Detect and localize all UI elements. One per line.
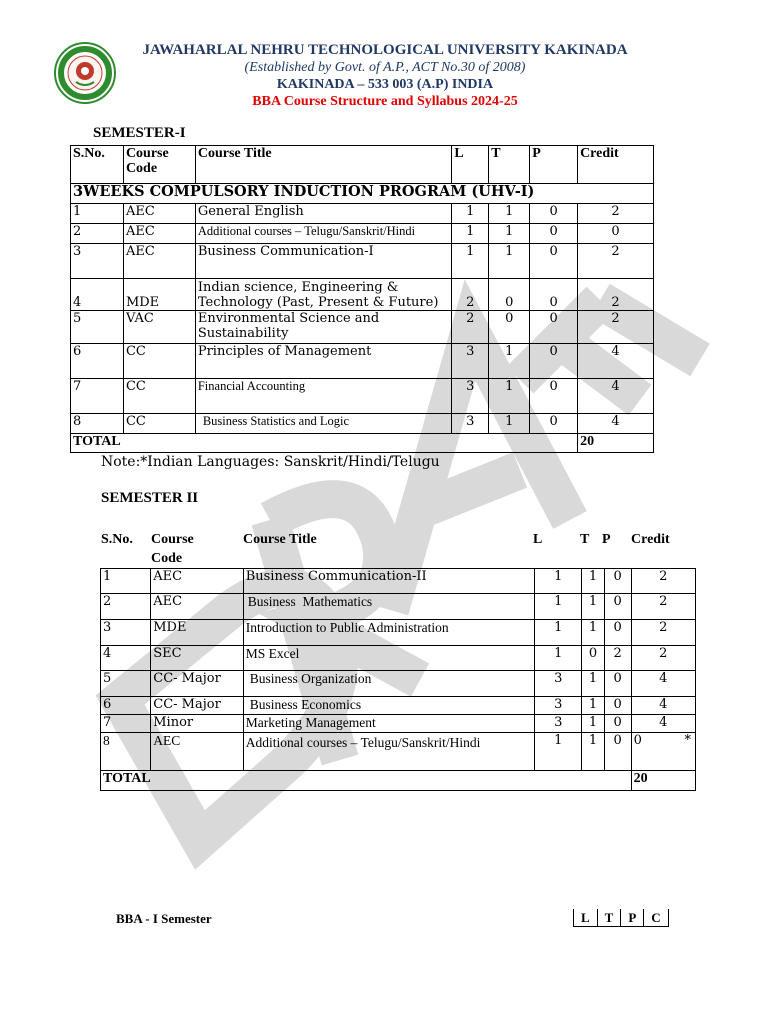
row-sno: 2 — [71, 224, 124, 244]
semester2-table — [100, 568, 696, 791]
row-sno: 8 — [101, 733, 151, 771]
semester2-title: SEMESTER II — [101, 490, 199, 506]
header-l: L — [452, 146, 489, 184]
row-sno: 4 — [101, 646, 151, 671]
row-t: 1 — [489, 414, 530, 434]
row-t: 1 — [489, 379, 530, 414]
row-credit: 4 — [578, 344, 654, 379]
table-row — [101, 620, 696, 646]
row-sno: 5 — [101, 671, 151, 697]
row-title: General English — [195, 204, 452, 224]
row-p: 0 — [530, 311, 578, 344]
row-l: 1 — [452, 224, 489, 244]
row-t: 1 — [489, 244, 530, 279]
induction-row — [71, 184, 654, 204]
row-t: 1 — [582, 733, 604, 771]
row-t: 1 — [582, 671, 604, 697]
row-code: CC- Major — [151, 697, 243, 715]
total-row — [101, 771, 696, 791]
row-credit: 2 — [578, 204, 654, 224]
row-sno: 6 — [71, 344, 124, 379]
row-credit: 4 — [631, 697, 695, 715]
table-row — [71, 244, 654, 279]
header-t: T — [580, 532, 590, 547]
semester-footer-label: BBA - I Semester — [116, 911, 212, 926]
row-code: CC — [123, 379, 195, 414]
header-course-code: Course Code — [123, 146, 195, 184]
row-code: Minor — [151, 715, 243, 733]
row-l: 1 — [452, 204, 489, 224]
row-title: Indian science, Engineering & Technology (Past, Present & Future) — [195, 279, 452, 311]
row-l: 1 — [535, 620, 582, 646]
row-credit: 0 — [578, 224, 654, 244]
total-label: TOTAL — [101, 771, 632, 791]
university-location: KAKINADA – 533 003 (A.P) INDIA — [276, 77, 494, 92]
row-t: 1 — [582, 620, 604, 646]
ltpc-box — [573, 909, 669, 927]
row-code: AEC — [151, 569, 243, 594]
credit-footnote-mark: * — [684, 733, 691, 748]
row-l: 1 — [535, 733, 582, 771]
row-title: Additional courses – Telugu/Sanskrit/Hindi — [195, 224, 452, 244]
row-t: 1 — [582, 715, 604, 733]
row-credit: 2 — [578, 279, 654, 311]
total-row — [71, 434, 654, 453]
row-p: 0 — [604, 620, 631, 646]
header-p: P — [530, 146, 578, 184]
row-code: AEC — [151, 594, 243, 620]
row-credit-cell — [631, 733, 695, 771]
table-row — [71, 204, 654, 224]
semester1-title: SEMESTER-I — [93, 125, 186, 141]
total-credit: 20 — [631, 771, 695, 791]
row-l: 2 — [452, 279, 489, 311]
row-p: 0 — [604, 733, 631, 771]
row-sno: 7 — [71, 379, 124, 414]
header-p: P — [602, 532, 611, 547]
ltpc-l: L — [574, 909, 598, 927]
row-code: AEC — [151, 733, 243, 771]
row-p: 0 — [530, 204, 578, 224]
table-row — [71, 344, 654, 379]
row-code: CC — [123, 344, 195, 379]
header-credit: Credit — [631, 532, 670, 547]
row-title: Introduction to Public Administration — [243, 620, 534, 646]
table-row — [71, 414, 654, 434]
table-row — [101, 733, 696, 771]
table-row — [71, 379, 654, 414]
row-credit: 2 — [578, 244, 654, 279]
row-t: 1 — [489, 224, 530, 244]
header-t: T — [489, 146, 530, 184]
row-l: 3 — [452, 379, 489, 414]
row-credit: 4 — [631, 715, 695, 733]
row-code: CC — [123, 414, 195, 434]
row-title: Business Mathematics — [243, 594, 534, 620]
row-p: 0 — [530, 344, 578, 379]
table-row — [71, 311, 654, 344]
row-title: Business Communication-I — [195, 244, 452, 279]
row-title: Financial Accounting — [195, 379, 452, 414]
row-p: 0 — [530, 224, 578, 244]
row-credit: 4 — [578, 379, 654, 414]
row-title: Business Economics — [243, 697, 534, 715]
total-label: TOTAL — [71, 434, 578, 453]
row-title: Business Statistics and Logic — [195, 414, 452, 434]
row-l: 1 — [535, 569, 582, 594]
ltpc-t: T — [597, 909, 621, 927]
row-title: Marketing Management — [243, 715, 534, 733]
row-p: 0 — [604, 671, 631, 697]
row-credit: 2 — [631, 646, 695, 671]
row-t: 1 — [489, 344, 530, 379]
row-title: MS Excel — [243, 646, 534, 671]
header-l: L — [533, 532, 543, 547]
row-p: 0 — [604, 569, 631, 594]
header-sno: S.No. — [71, 146, 124, 184]
row-credit: 0 — [633, 733, 642, 748]
ltpc-p: P — [621, 909, 644, 927]
row-p: 0 — [604, 594, 631, 620]
row-code: MDE — [151, 620, 243, 646]
row-l: 3 — [535, 671, 582, 697]
row-p: 0 — [530, 279, 578, 311]
table-row — [101, 646, 696, 671]
row-code: CC- Major — [151, 671, 243, 697]
row-l: 3 — [452, 344, 489, 379]
row-code: AEC — [123, 244, 195, 279]
row-code: AEC — [123, 204, 195, 224]
row-title: Principles of Management — [195, 344, 452, 379]
row-l: 3 — [535, 715, 582, 733]
ltpc-c: C — [644, 909, 668, 927]
row-t: 1 — [489, 204, 530, 224]
language-note: Note:*Indian Languages: Sanskrit/Hindi/Telugu — [101, 454, 440, 470]
row-l: 1 — [452, 244, 489, 279]
row-t: 0 — [489, 311, 530, 344]
row-sno: 4 — [71, 279, 124, 311]
row-t: 1 — [582, 594, 604, 620]
row-p: 0 — [530, 414, 578, 434]
row-l: 3 — [452, 414, 489, 434]
row-p: 2 — [604, 646, 631, 671]
row-t: 1 — [582, 569, 604, 594]
row-credit: 2 — [631, 569, 695, 594]
row-code: VAC — [123, 311, 195, 344]
university-seal-logo — [54, 42, 116, 104]
row-title: Business Communication-II — [243, 569, 534, 594]
row-code: SEC — [151, 646, 243, 671]
row-sno: 1 — [71, 204, 124, 224]
row-sno: 6 — [101, 697, 151, 715]
header-sno: S.No. — [101, 532, 133, 547]
table-row — [71, 224, 654, 244]
row-p: 0 — [604, 715, 631, 733]
table-row — [71, 279, 654, 311]
row-t: 1 — [582, 697, 604, 715]
row-credit: 2 — [631, 620, 695, 646]
total-credit: 20 — [578, 434, 654, 453]
induction-program: 3WEEKS COMPULSORY INDUCTION PROGRAM (UHV-I) — [71, 184, 654, 204]
row-sno: 7 — [101, 715, 151, 733]
university-name: JAWAHARLAL NEHRU TECHNOLOGICAL UNIVERSITY KAKINADA — [142, 42, 628, 58]
table-row — [101, 594, 696, 620]
row-l: 1 — [535, 594, 582, 620]
row-sno: 8 — [71, 414, 124, 434]
row-code: MDE — [123, 279, 195, 311]
course-structure-title: BBA Course Structure and Syllabus 2024-25 — [252, 94, 518, 109]
table-row — [101, 671, 696, 697]
row-code: AEC — [123, 224, 195, 244]
row-title: Business Organization — [243, 671, 534, 697]
header-course-code: Course Code — [151, 532, 194, 566]
header-course-title: Course Title — [243, 532, 317, 547]
row-p: 0 — [530, 379, 578, 414]
row-credit: 4 — [631, 671, 695, 697]
row-t: 0 — [489, 279, 530, 311]
row-credit: 2 — [631, 594, 695, 620]
row-sno: 3 — [71, 244, 124, 279]
row-p: 0 — [530, 244, 578, 279]
row-credit: 2 — [578, 311, 654, 344]
row-l: 2 — [452, 311, 489, 344]
table-header-row — [71, 146, 654, 184]
table-row — [101, 697, 696, 715]
table-row — [101, 715, 696, 733]
establishment-note: (Established by Govt. of A.P., ACT No.30 of 2008) — [244, 60, 526, 75]
header-course-title: Course Title — [195, 146, 452, 184]
row-l: 3 — [535, 697, 582, 715]
row-sno: 3 — [101, 620, 151, 646]
header-credit: Credit — [578, 146, 654, 184]
row-sno: 2 — [101, 594, 151, 620]
row-p: 0 — [604, 697, 631, 715]
row-l: 1 — [535, 646, 582, 671]
table-row — [101, 569, 696, 594]
row-title: Environmental Science and Sustainability — [195, 311, 452, 344]
row-sno: 1 — [101, 569, 151, 594]
row-title: Additional courses – Telugu/Sanskrit/Hindi — [243, 733, 534, 771]
row-credit: 4 — [578, 414, 654, 434]
row-t: 0 — [582, 646, 604, 671]
semester1-table — [70, 145, 654, 453]
row-sno: 5 — [71, 311, 124, 344]
